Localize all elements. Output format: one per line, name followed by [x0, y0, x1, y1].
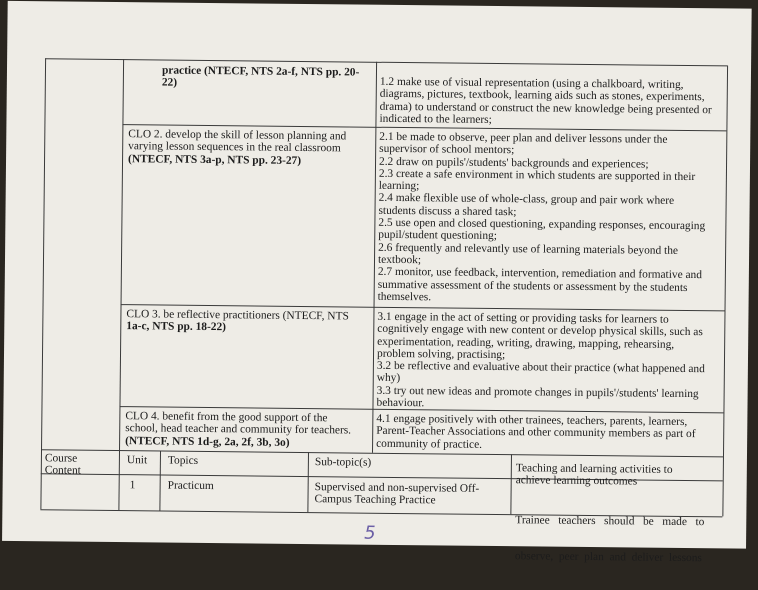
indicator-text [378, 131, 707, 307]
activity-line: observe, peer plan and deliver lessons [514, 550, 702, 565]
indicator-line: Parent-Teacher Associations and other community members as part of [376, 425, 696, 441]
outcome-line: varying lesson sequences in the real classroom [128, 140, 341, 155]
course-content-label [45, 452, 81, 477]
indicator-line: cognitively engage with new content or develop physical skills, such as [377, 323, 703, 339]
outcome-line: school, head teacher and community for teachers. [125, 422, 352, 437]
header-line: Teaching and learning activities to [515, 462, 673, 476]
indicator-line: 2.5 use open and closed questioning, expanding responses, encouraging [378, 216, 706, 233]
subtopic-cell [314, 481, 479, 507]
indicator-line: drama) to understand or construct the new knowledge being presented or [379, 100, 712, 116]
outcome-text [125, 410, 351, 449]
indicator-line: 2.4 make flexible use of whole-class, group and pair work where [378, 192, 675, 208]
document-page [2, 1, 752, 565]
indicator-line: 1.2 make use of visual representation (using a chalkboard, writing, [379, 75, 684, 91]
indicator-line: summative assessment of the students or assessment by the students [377, 278, 688, 294]
indicator-text [376, 311, 705, 413]
indicator-line: supervisor of school mentors; [379, 143, 515, 157]
indicator-line: 4.1 engage positively with other trainees, teachers, parents, learners, [376, 412, 688, 429]
indicator-line: diagrams, pictures, textbook, learning aids such as stones, experiments, [379, 88, 705, 104]
indicator-line: 3.1 engage in the act of setting or providing tasks for learners to [377, 310, 669, 326]
unit-column-divider [159, 451, 161, 511]
outcome-text [128, 128, 346, 167]
indicator-line: 2.7 monitor, use feedback, intervention, remediation and formative and [377, 266, 703, 282]
indicator-line: 2.1 be made to observe, peer plan and deliver lessons under the [379, 130, 668, 146]
indicator-line: community of practice. [376, 437, 483, 451]
table-right-border [722, 65, 728, 516]
indicator-line: 2.3 create a safe environment in which students are supported in their [378, 167, 696, 183]
outcome-line: CLO 3. be reflective practitioners (NTECF, NTS [126, 308, 349, 323]
page-number: 5 [364, 522, 376, 544]
table-left-border [40, 58, 46, 509]
indicator-line: students discuss a shared task; [378, 204, 517, 219]
topic-column-divider [307, 452, 309, 512]
activities-header [516, 462, 673, 488]
topic-cell: Practicum [167, 479, 214, 493]
indicator-line: 2.2 draw on pupils'/students' backgrounds and experiences; [378, 155, 649, 171]
indicator-text [376, 413, 696, 453]
unit-cell: 1 [129, 479, 136, 492]
subtopic-column-divider [510, 454, 512, 514]
indicator-line: 3.2 be reflective and evaluative about their practice (what happened and [376, 359, 705, 376]
indicator-line: themselves. [377, 290, 432, 304]
indicator-line: why) [376, 372, 401, 385]
indicator-line: 3.3 try out new ideas and promote changes in pupils'/students' learning [376, 384, 699, 400]
indicator-line: pupil/student questioning; [378, 229, 497, 243]
activity-line: Trainee teachers should be made to [515, 513, 705, 528]
indicator-line: indicated to the learners; [379, 112, 492, 126]
outcome-line: (NTECF, NTS 1d-g, 2a, 2f, 3b, 3o) [125, 434, 290, 449]
unit-header: Unit [126, 454, 148, 467]
header-line: achieve learning outcomes [515, 474, 638, 488]
subtopic-line: Supervised and non-supervised Off- [314, 481, 480, 495]
outcome-line: (NTECF, NTS 3a-p, NTS pp. 23-27) [128, 152, 302, 167]
outcome-line: 22) [161, 76, 178, 89]
label-line: Course [44, 452, 78, 465]
label-line: Content [44, 464, 81, 477]
outcome-line: practice (NTECF, NTS 2a-f, NTS pp. 20- [161, 64, 360, 79]
outcome-line: 1a-c, NTS pp. 18-22) [126, 320, 227, 334]
subtopics-header: Sub-topic(s) [314, 456, 372, 469]
label-column-divider [118, 59, 124, 510]
outcome-text [162, 65, 360, 92]
topics-header: Topics [167, 454, 199, 467]
indicator-text [379, 76, 712, 129]
outcome-line: CLO 2. develop the skill of lesson planning and [128, 128, 347, 143]
subtopic-line: Campus Teaching Practice [314, 493, 436, 507]
outcome-text [126, 308, 349, 335]
indicator-line: experimentation, reading, writing, drawing, mapping, rehearsing, [377, 335, 675, 351]
activity-cell [515, 489, 705, 589]
indicator-line: 2.6 frequently and relevantly use of learning materials beyond the [378, 241, 679, 257]
indicator-line: learning; [378, 179, 420, 193]
indicator-line: textbook; [377, 253, 422, 267]
indicator-line: problem solving, practising; [376, 347, 506, 362]
outcome-line: CLO 4. benefit from the good support of the [125, 410, 328, 425]
indicator-line: behaviour. [376, 396, 425, 410]
table-top-border [45, 58, 727, 66]
